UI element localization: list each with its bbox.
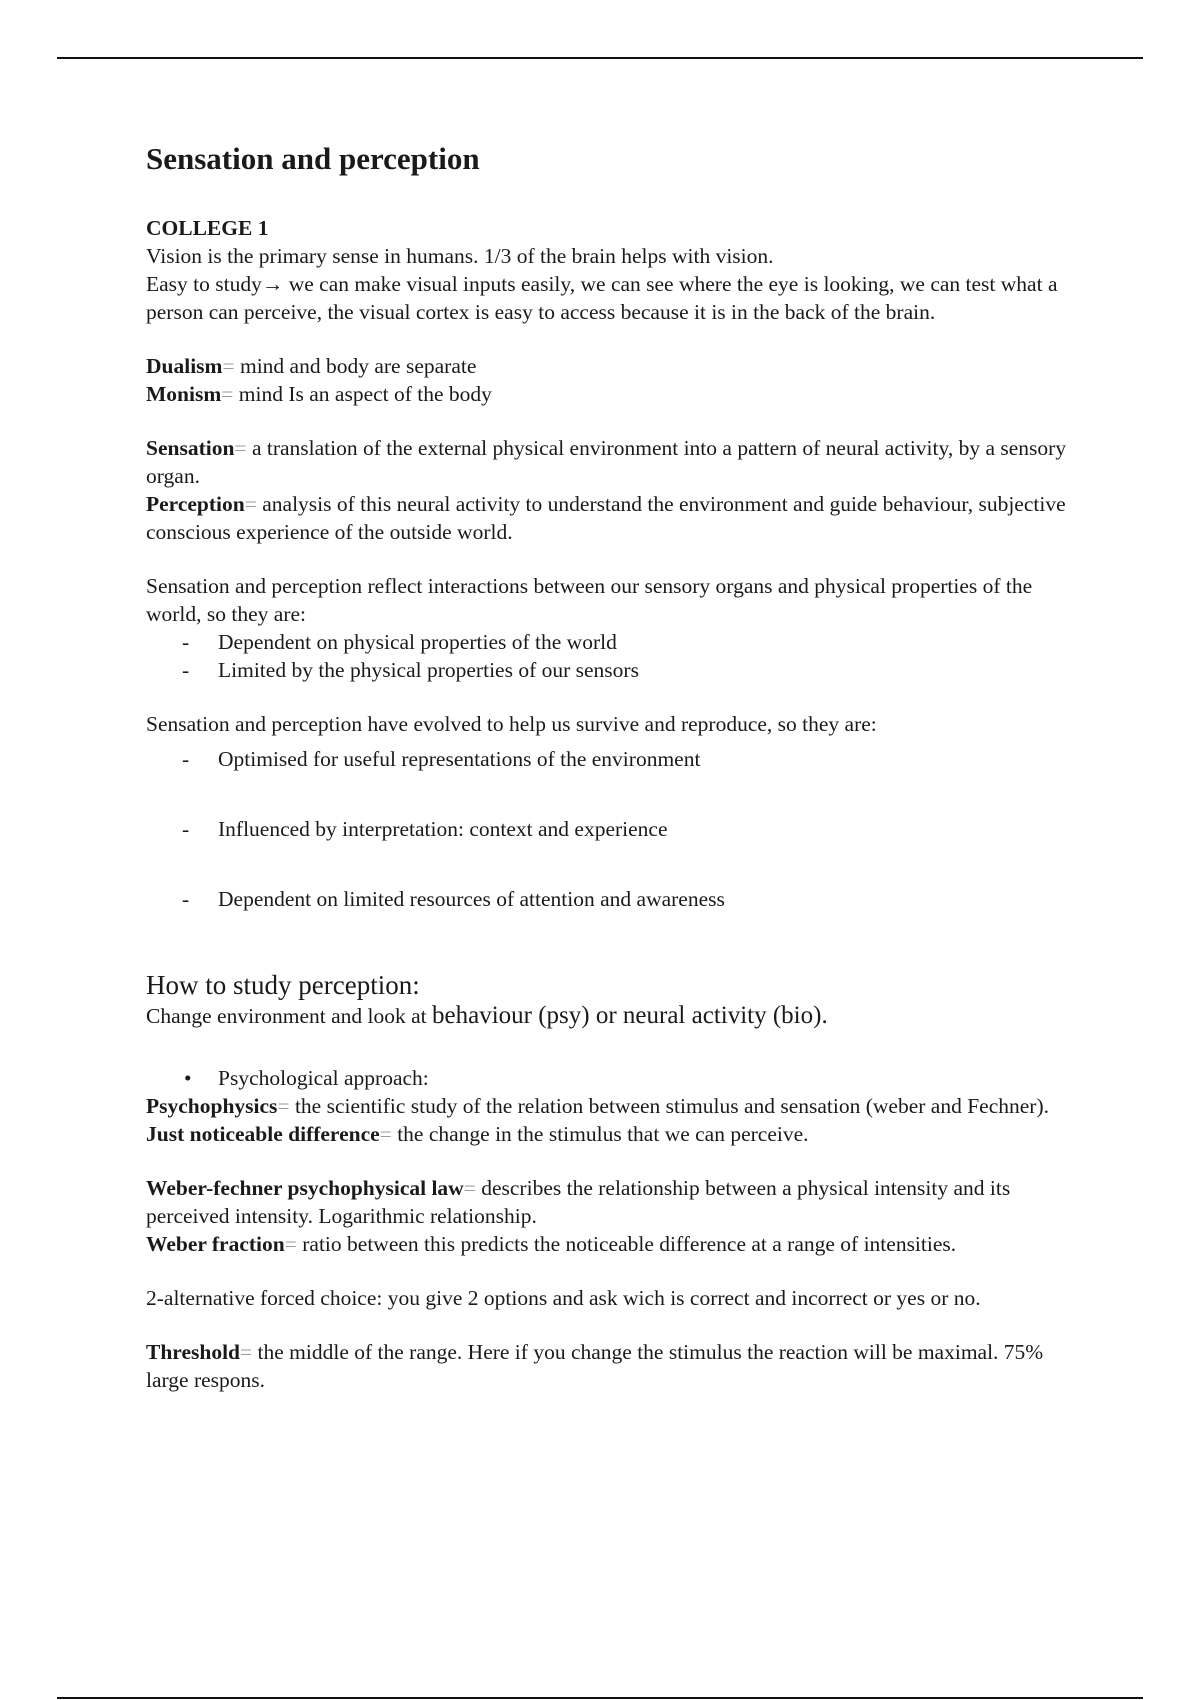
intro-line-2: Easy to study→ we can make visual inputs easily, we can see where the eye is looking, we can test what a person can perceive, the visual cortex is easy to access because it is in the back of the brain. xyxy=(146,272,1058,325)
list-item: - Dependent on physical properties of the world xyxy=(182,630,617,655)
intro-line-1: Vision is the primary sense in humans. 1/3 of the brain helps with vision. xyxy=(146,244,774,269)
list-item: - Influenced by interpretation: context and experience xyxy=(182,817,668,842)
evolved-list xyxy=(146,744,1076,914)
how-to-study-heading: How to study perception: xyxy=(146,970,420,1001)
definition-monism: Monism= mind Is an aspect of the body xyxy=(146,382,492,407)
definition-dualism: Dualism= mind and body are separate xyxy=(146,354,477,379)
reflect-list xyxy=(146,628,1076,684)
forced-choice-text: 2-alternative forced choice: you give 2 options and ask wich is correct and incorrect or yes or no. xyxy=(146,1286,981,1311)
reflect-intro: Sensation and perception reflect interactions between our sensory organs and physical properties of the world, so they are: xyxy=(146,574,1033,627)
list-item: - Dependent on limited resources of attention and awareness xyxy=(182,887,725,912)
document-title: Sensation and perception xyxy=(146,141,480,176)
definition-psychophysics: Psychophysics= the scientific study of the relation between stimulus and sensation (weber and Fechner). xyxy=(146,1094,1050,1119)
definition-sensation: Sensation= a translation of the external physical environment into a pattern of neural activity, by a sensory organ. xyxy=(146,436,1067,489)
definition-weber-fraction: Weber fraction= ratio between this predicts the noticeable difference at a range of intensities. xyxy=(146,1232,957,1257)
how-to-study-line: Change environment and look at behaviour (psy) or neural activity (bio). xyxy=(146,1002,828,1030)
bottom-rule xyxy=(57,1697,1143,1699)
document-page xyxy=(146,140,1076,1394)
definition-perception: Perception= analysis of this neural activity to understand the environment and guide behaviour, subjective conscious experience of the outside world. xyxy=(146,492,1066,545)
approach-list xyxy=(146,1064,1076,1092)
definition-jnd: Just noticeable difference= the change in the stimulus that we can perceive. xyxy=(146,1122,809,1147)
list-item: - Limited by the physical properties of our sensors xyxy=(182,658,639,683)
evolved-intro: Sensation and perception have evolved to help us survive and reproduce, so they are: xyxy=(146,712,877,737)
list-item: - Optimised for useful representations of the environment xyxy=(182,747,701,772)
list-item: • Psychological approach: xyxy=(184,1066,429,1091)
definition-weber-law: Weber-fechner psychophysical law= describes the relationship between a physical intensity and its perceived intensity. Logarithmic relationship. xyxy=(146,1176,1011,1229)
definition-threshold: Threshold= the middle of the range. Here if you change the stimulus the reaction will be maximal. 75% large respons. xyxy=(146,1340,1044,1393)
top-rule xyxy=(57,57,1143,59)
college-heading: COLLEGE 1 xyxy=(146,216,269,241)
